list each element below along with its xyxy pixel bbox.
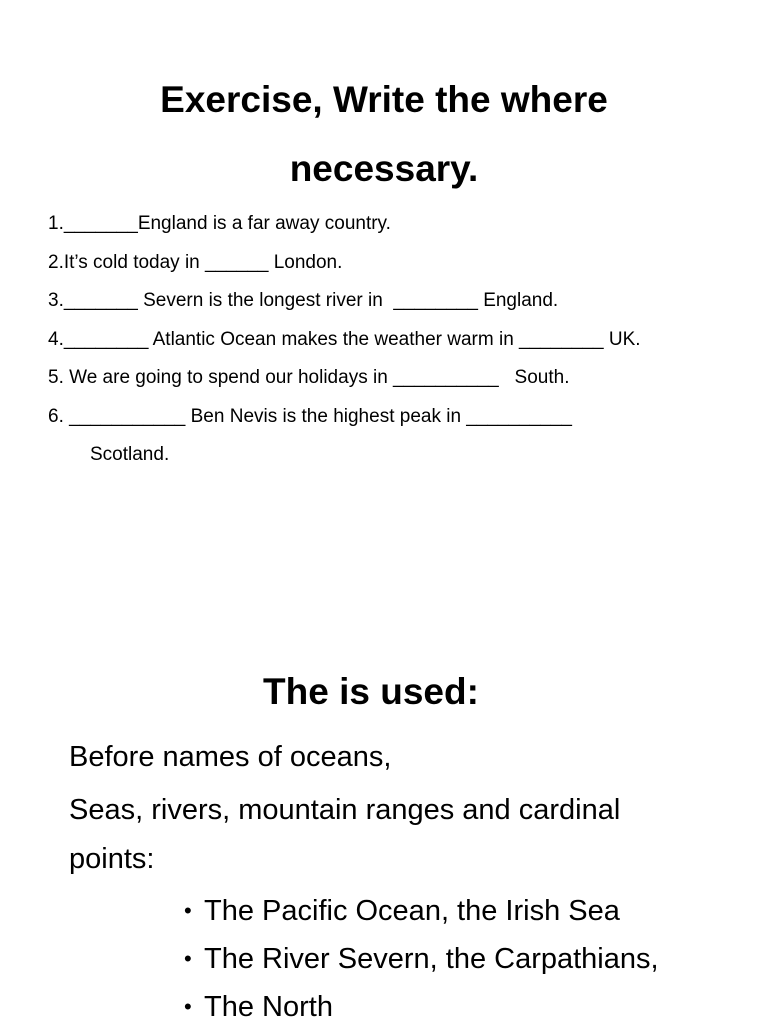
rule-line-2: Seas, rivers, mountain ranges and cardinal (69, 794, 621, 826)
bullet-icon: • (184, 946, 192, 971)
exercise-item-4: 4.________ Atlantic Ocean makes the weather warm in ________ UK. (48, 328, 641, 350)
page-title-line-2: necessary. (289, 148, 479, 189)
examples-list (184, 887, 659, 1031)
rules-heading: The is used: (263, 671, 479, 712)
exercise-item-2: 2.It’s cold today in ______ London. (48, 251, 343, 273)
exercise-item-1: 1._______England is a far away country. (48, 213, 391, 234)
exercise-list (48, 205, 748, 475)
bullet-icon: • (184, 898, 192, 923)
rule-line-1: Before names of oceans, (69, 741, 392, 773)
exercise-item-5: 5. We are going to spend our holidays in __________ South. (48, 367, 570, 388)
exercise-item-6-continued: Scotland. (90, 444, 170, 465)
example-text-2: The River Severn, the Carpathians, (204, 943, 659, 975)
rules-text (69, 733, 729, 884)
example-item-2 (184, 935, 659, 983)
exercise-item-3: 3._______ Severn is the longest river in ________ England. (48, 290, 559, 311)
example-item-1 (184, 887, 659, 935)
example-text-1: The Pacific Ocean, the Irish Sea (204, 895, 620, 927)
page-title-line-1: Exercise, Write the where (160, 79, 608, 120)
rule-line-3: points: (69, 843, 155, 875)
bullet-icon: • (184, 994, 192, 1019)
exercise-item-6: 6. ___________ Ben Nevis is the highest peak in __________ (48, 405, 572, 427)
example-text-3: The North (204, 991, 333, 1023)
